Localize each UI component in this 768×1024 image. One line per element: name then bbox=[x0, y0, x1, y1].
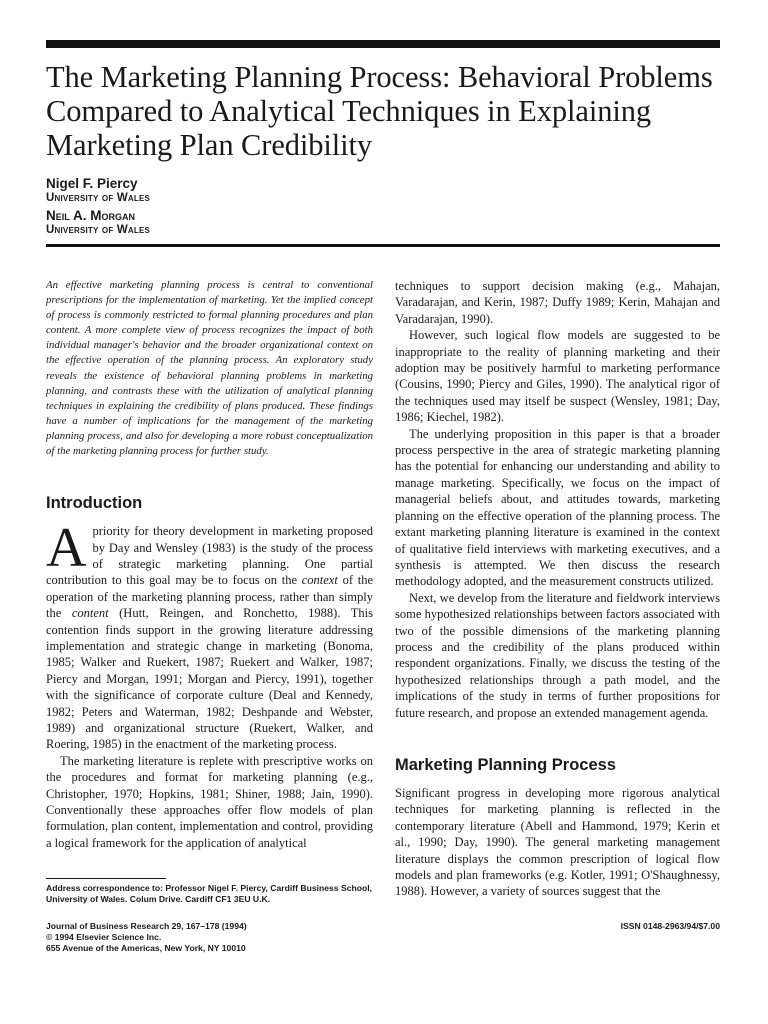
journal-copyright: © 1994 Elsevier Science Inc. bbox=[46, 932, 162, 942]
author-name: Neil A. Morgan bbox=[46, 208, 135, 223]
intro-emphasis: content bbox=[71, 606, 109, 621]
footnote-rule bbox=[46, 878, 166, 879]
issn: ISSN 0148-2963/94/$7.00 bbox=[620, 921, 720, 931]
right-paragraph-4: Next, we develop from the literature and fieldwork interviews some hypothesized relationships between factors associated with two of the possible dimensions of the marketing planning process and the credibility of the plans produced within respondent organizations. Finally, we discuss the testing of the hypothesized relationships through a path model, and the implications of the study in terms of further propositions for future research, and propose an extended management agenda. bbox=[395, 590, 720, 720]
intro-emphasis: context bbox=[301, 573, 338, 588]
introduction-paragraph-2: The marketing literature is replete with prescriptive works on the procedures and format for marketing planning (e.g., Christopher, 1970; Hopkins, 1981; Shiner, 1988; Jain, 1990). Conventionally these approaches offer flow models of plan formulation, plan content, implementation and control, providing a logical framework for the application of analytical bbox=[46, 753, 373, 850]
correspondence-footnote: Address correspondence to: Professor Nigel F. Piercy, Cardiff Business School, University of Wales. Colum Drive. Cardiff CF1 3EU U.K. bbox=[46, 883, 373, 904]
intro-text: priority for theory development in marketing proposed by Day and Wensley (1983) is the study of the process of strategic marketing planning. One partial contribution to this goal may be to focus on the bbox=[46, 524, 373, 588]
left-column bbox=[46, 278, 373, 851]
section-heading-marketing-planning-process: Marketing Planning Process bbox=[395, 755, 616, 774]
author-affiliation: University of Wales bbox=[46, 224, 151, 236]
intro-text: (Hutt, Reingen, and Ronchetto, 1988). This contention finds support in the growing literature addressing implementation and strategic change in marketing (Bonoma, 1985; Walker and Ruekert, 1987; Ruekert and Walker, 1987; Piercy and Morgan, 1991; Morgan and Piercy, 1991), together with the significance of corporate culture (Deal and Kennedy, 1982; Peters and Waterman, 1982; Deshpande and Webster, 1989) and organizational structure (Ruekert, Walker, and Roering, 1985) in the enactment of the marketing process. bbox=[46, 606, 373, 752]
journal-citation: Journal of Business Research 29, 167–178 (1994) bbox=[46, 921, 247, 931]
author-block-1 bbox=[46, 176, 150, 205]
right-paragraph-1: techniques to support decision making (e.g., Mahajan, Varadarajan, and Kerin, 1987; Duffy 1989; Kerin, Mahajan and Varadarajan, 1990). bbox=[395, 279, 720, 326]
author-block-2 bbox=[46, 208, 150, 237]
top-rule bbox=[46, 40, 720, 48]
header-rule bbox=[46, 244, 720, 247]
right-paragraph-3: The underlying proposition in this paper is that a broader process perspective in the area of strategic marketing planning has the potential for enhancing our understanding and ability to manage marketing. Specifically, we focus on the impact of managerial beliefs about, and attitudes towards, marketing planning on the effective operation of the planning process. The extant marketing planning literature is examined in the context of qualitative field interviews with marketing executives, and a synthesis is attempted. We then discuss the research methodology adopted, and the measurement constructs utilized. bbox=[395, 426, 720, 589]
author-name: Nigel F. Piercy bbox=[46, 176, 138, 191]
author-affiliation: University of Wales bbox=[46, 192, 151, 204]
drop-cap: A bbox=[46, 517, 87, 580]
intro-text: of the operation of the marketing planning process, rather than simply the bbox=[46, 573, 373, 621]
abstract: An effective marketing planning process is central to conventional prescriptions for the implementation of marketing. Yet the implied concept of process is commonly restricted to formal planning procedures and plan content. A more complete view of process recognizes the impact of both individual manager's behavior and the broader organizational context on the effective operation of the planning process. An exploratory study reveals the existence of behavioral planning problems in marketing planning, and contrasts these with the utilization of analytical planning techniques in explaining the credibility of plans produced. These findings have a number of implications for the management of the marketing planning process, and also for developing a more robust conceptualization of the marketing planning process for further study. bbox=[46, 279, 373, 458]
journal-address: 655 Avenue of the Americas, New York, NY 10010 bbox=[46, 943, 246, 953]
article-title: The Marketing Planning Process: Behavioral Problems Compared to Analytical Techniques in Explaining Marketing Plan Credibility bbox=[46, 60, 713, 162]
journal-info bbox=[46, 921, 376, 954]
right-paragraph-2: However, such logical flow models are suggested to be inappropriate to the reality of planning marketing and their adoption may be positively harmful to marketing performance (Cousins, 1990; Piercy and Giles, 1990). The analytical rigor of the techniques used may itself be suspect (Wensley, 1981; Day, 1986; Kiechel, 1982). bbox=[395, 328, 720, 425]
section-heading-introduction: Introduction bbox=[46, 494, 143, 513]
right-column bbox=[395, 278, 720, 900]
right-paragraph-5: Significant progress in developing more rigorous analytical techniques for marketing planning is reflected in the contemporary literature (Abell and Hammond, 1979; Kerin et al., 1990; Day, 1990). The general marketing management literature displays the common prescription of logical flow models and plan frameworks (e.g. Kotler, 1991; O'Shaughnessy, 1988). However, a variety of sources suggest that the bbox=[395, 785, 720, 899]
introduction-paragraph-1 bbox=[46, 517, 373, 753]
